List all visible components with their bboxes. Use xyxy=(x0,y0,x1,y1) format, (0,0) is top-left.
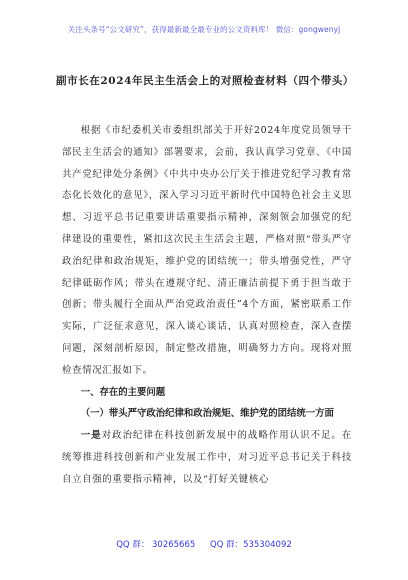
footer-qq-group-1: QQ 群： 30265665 xyxy=(116,540,196,550)
document-title: 副市长在2024年民主生活会上的对照检查材料（四个带头） xyxy=(56,75,355,87)
paragraph-lead: 一是 xyxy=(80,430,102,442)
subsection-heading: （一）带头严守政治纪律和政治规矩、维护党的团结统一方面 xyxy=(80,408,334,420)
footer-qq-group-2: QQ 群：535304092 xyxy=(210,540,292,550)
paragraph-text: 对政治纪律在科技创新发展中的战略作用认识不足。在统筹推进科技创新和产业发展工作中，对习近平总书记关于科技自立自强的重要指示精神，以及“打好关键核心 xyxy=(62,430,352,485)
document-body xyxy=(62,120,352,491)
intro-paragraph: 根据《市纪委机关市委组织部关于开好2024年度党员领导干部民主生活会的通知》部署要求，会前，我认真学习党章、《中国共产党纪律处分条例》《中共中央办公厅关于推进党纪学习教育常态化长效化的意见》，深入学习习近平新时代中国特色社会主义思想、习近平总书记重要讲话重要指示精神，深刻领会加强党的纪律建设的重要性，紧扣这次民主生活会主题，严格对照“带头严守政治纪律和政治规矩，维护党的团结统一；带头增强党性，严守纪律砥砺作风；带头在遵规守纪、清正廉洁前提下勇于担当敢于创新；带头履行全面从严治党政治责任”4个方面，紧密联系工作实际，广泛征求意见，深入谈心谈话，认真对照检查，深入查摆问题，深刻剖析原因，制定整改措施，明确努力方向。现将对照检查情况汇报如下。 xyxy=(62,125,352,376)
section-heading: 一、存在的主要问题 xyxy=(80,386,166,398)
footer xyxy=(0,538,408,550)
header-note: 关注头条号“公文研究”，获得最新最全最专业的公文资料库！ 微信：gongwenyj xyxy=(67,25,341,34)
problem-paragraph xyxy=(62,425,352,490)
